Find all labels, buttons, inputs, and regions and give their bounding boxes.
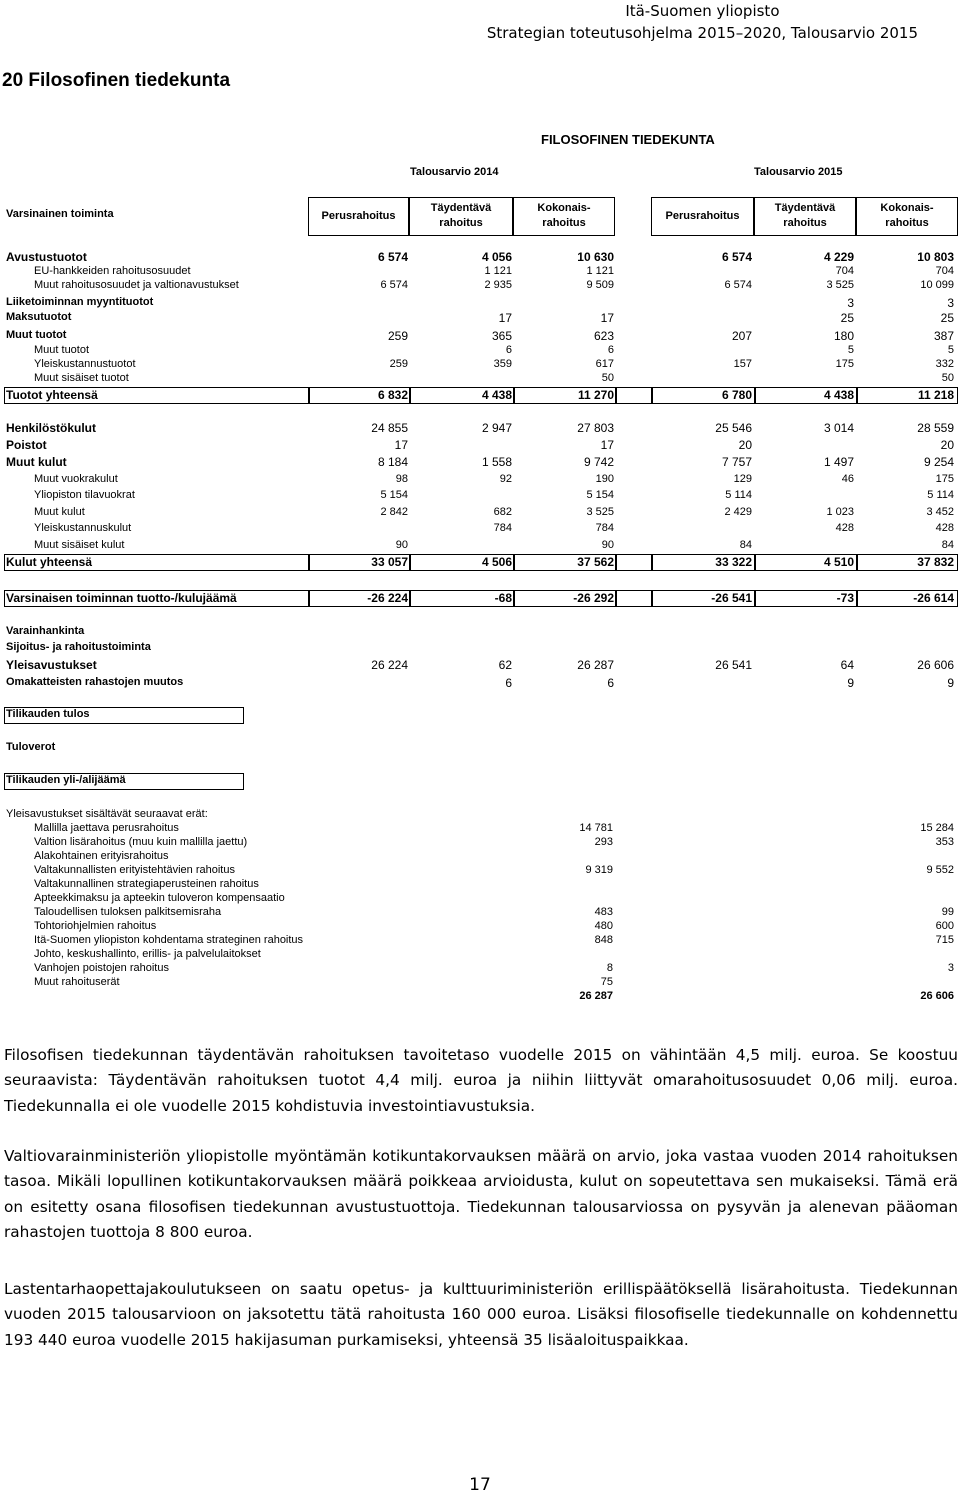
- cell: 5: [847, 344, 854, 356]
- cell: 20: [940, 438, 954, 452]
- cell: -26 614: [913, 591, 954, 605]
- funding-value: 483: [594, 906, 613, 918]
- table-row: [0, 421, 960, 438]
- cell: 2 935: [484, 279, 512, 291]
- cell: 84: [941, 539, 954, 551]
- cell: 784: [493, 522, 512, 534]
- row-label: Sijoitus- ja rahoitustoiminta: [6, 641, 151, 653]
- cell: 90: [601, 539, 614, 551]
- cell: 26 541: [715, 658, 752, 672]
- row-label: Tilikauden yli-/alijäämä: [6, 774, 126, 786]
- cell: 259: [389, 358, 408, 370]
- cell: 25: [940, 311, 954, 325]
- table-row: [0, 625, 960, 642]
- cell: -68: [494, 591, 512, 605]
- cell: 98: [395, 473, 408, 485]
- cell: 90: [395, 539, 408, 551]
- cell: -26 292: [573, 591, 614, 605]
- cell: 9 509: [586, 279, 614, 291]
- table-row: [0, 555, 960, 572]
- row-label: Yleiskustannustuotot: [34, 358, 136, 370]
- cell: 1 497: [823, 455, 854, 469]
- cell: 50: [941, 372, 954, 384]
- funding-value: 9 552: [926, 864, 954, 876]
- row-label: Omakatteisten rahastojen muutos: [6, 676, 184, 688]
- cell: 24 855: [371, 421, 408, 435]
- table-row: [0, 279, 960, 296]
- funding-row: [0, 934, 960, 948]
- cell: 6 780: [721, 388, 752, 402]
- cell: 207: [731, 329, 752, 343]
- funding-label: Taloudellisen tuloksen palkitsemisraha: [34, 906, 222, 918]
- cell: -73: [836, 591, 854, 605]
- cell: 704: [935, 265, 954, 277]
- cell: 704: [835, 265, 854, 277]
- funding-row: [0, 850, 960, 864]
- row-label: Tuotot yhteensä: [6, 388, 98, 402]
- col-header-perus-2014: [308, 197, 409, 236]
- row-label: Poistot: [6, 438, 47, 452]
- col-header-label: Perusrahoitus: [665, 210, 740, 222]
- funding-row: [0, 920, 960, 934]
- cell: 1 023: [826, 506, 854, 518]
- cell: 50: [601, 372, 614, 384]
- cell: 33 322: [715, 555, 752, 569]
- cell: 26 287: [577, 658, 614, 672]
- header-program: Strategian toteutusohjelma 2015–2020, Talousarvio 2015: [486, 24, 918, 42]
- funding-value: 99: [941, 906, 954, 918]
- table-row: [0, 676, 960, 693]
- cell: 5 114: [725, 489, 752, 501]
- row-label: Muut sisäiset tuotot: [34, 372, 129, 384]
- row-label: Yleisavustukset: [6, 658, 97, 672]
- funding-label: Valtion lisärahoitus (muu kuin mallilla jaettu): [34, 836, 248, 848]
- col-header-label: Kokonais-: [880, 202, 934, 214]
- cell: 84: [739, 539, 752, 551]
- cell: 9: [847, 676, 854, 690]
- cell: 17: [600, 311, 614, 325]
- funding-value: 3: [947, 962, 954, 974]
- table-row: [0, 455, 960, 472]
- funding-value: 600: [935, 920, 954, 932]
- table-row: [0, 311, 960, 328]
- row-label: Muut kulut: [34, 506, 85, 518]
- year-header-2014: Talousarvio 2014: [410, 166, 499, 178]
- row-label: Varainhankinta: [6, 625, 85, 637]
- row-label: Avustustuotot: [6, 250, 87, 264]
- col-header-kokonais-2015: [856, 197, 958, 236]
- funding-label: Alakohtainen erityisrahoitus: [34, 850, 169, 862]
- row-label: Kulut yhteensä: [6, 555, 93, 569]
- funding-row: [0, 892, 960, 906]
- cell: 9 254: [923, 455, 954, 469]
- cell: 11 218: [917, 388, 954, 402]
- row-label: Varsinaisen toiminnan tuotto-/kulujäämä: [6, 591, 237, 605]
- cell: 10 803: [917, 250, 954, 264]
- cell: 190: [595, 473, 614, 485]
- funding-row: [0, 962, 960, 976]
- row-label: Muut sisäiset kulut: [34, 539, 125, 551]
- funding-value: 848: [594, 934, 613, 946]
- funding-label: Muut rahoituserät: [34, 976, 120, 988]
- cell: 10 630: [577, 250, 614, 264]
- table-row: [0, 473, 960, 490]
- cell: 4 506: [481, 555, 512, 569]
- col-header-label: rahoitus: [783, 217, 827, 229]
- cell: 1 558: [481, 455, 512, 469]
- table-row: [0, 522, 960, 539]
- paragraph: Valtiovarainministeriön yliopistolle myöntämän kotikuntakorvauksen määrä on arvio, joka vastaa vuoden 2014 rahoituksen tasoa. Mikäli lopullinen kotikuntakorvauksen määrä poikkeaa arvioidusta, kulut on sopeutettava sen mukaiseksi. Tämä erä on esitetty osana filosofisen tiedekunnan avustustuottoja. Tiedekunnan talousarviossa on pysyvän ja alenevan pääoman rahastojen tuottoja 8 800 euroa.: [4, 1147, 958, 1242]
- table-row: [0, 591, 960, 608]
- cell: 10 099: [920, 279, 954, 291]
- table-row: [0, 658, 960, 675]
- cell: 623: [593, 329, 614, 343]
- row-label: Liiketoiminnan myyntituotot: [6, 296, 154, 308]
- row-label: Muut tuotot: [34, 344, 90, 356]
- row-label: Muut kulut: [6, 455, 67, 469]
- cell: 9 742: [583, 455, 614, 469]
- cell: 5 154: [586, 489, 614, 501]
- cell: 332: [935, 358, 954, 370]
- row-label: Maksutuotot: [6, 311, 72, 323]
- funding-row: [0, 906, 960, 920]
- table-row: [0, 489, 960, 506]
- cell: 27 803: [577, 421, 614, 435]
- row-label: Yleiskustannuskulut: [34, 522, 132, 534]
- cell: 175: [935, 473, 954, 485]
- funding-intro: Yleisavustukset sisältävät seuraavat erät:: [6, 808, 208, 820]
- row-label: Muut vuokrakulut: [34, 473, 118, 485]
- cell: 180: [833, 329, 854, 343]
- cell: 26 606: [917, 658, 954, 672]
- col-header-label: Kokonais-: [537, 202, 591, 214]
- page-title: 20 Filosofinen tiedekunta: [2, 70, 231, 91]
- col-header-taydentava-2015: [754, 197, 856, 236]
- cell: -26 541: [711, 591, 752, 605]
- row-label: Muut tuotot: [6, 329, 67, 341]
- row-label: Henkilöstökulut: [6, 421, 97, 435]
- cell: 3 525: [586, 506, 614, 518]
- funding-value: 480: [594, 920, 613, 932]
- funding-label: Vanhojen poistojen rahoitus: [34, 962, 169, 974]
- funding-row: [0, 864, 960, 878]
- cell: 359: [493, 358, 512, 370]
- year-header-2015: Talousarvio 2015: [754, 166, 843, 178]
- funding-row: [0, 878, 960, 892]
- table-row: [0, 641, 960, 658]
- cell: 617: [595, 358, 614, 370]
- cell: 33 057: [371, 555, 408, 569]
- funding-value: 26 606: [920, 990, 954, 1002]
- table-row: [0, 774, 960, 791]
- funding-label: Mallilla jaettava perusrahoitus: [34, 822, 179, 834]
- row-label: EU-hankkeiden rahoitusosuudet: [34, 265, 191, 277]
- funding-row: [0, 976, 960, 990]
- cell: -26 224: [367, 591, 408, 605]
- table-row: [0, 506, 960, 523]
- cell: 2 429: [724, 506, 752, 518]
- cell: 17: [498, 311, 512, 325]
- cell: 2 842: [380, 506, 408, 518]
- cell: 5: [947, 344, 954, 356]
- funding-value: 293: [594, 836, 613, 848]
- cell: 7 757: [721, 455, 752, 469]
- funding-value: 26 287: [579, 990, 613, 1002]
- cell: 17: [394, 438, 408, 452]
- funding-value: 14 781: [579, 822, 613, 834]
- funding-value: 75: [600, 976, 613, 988]
- cell: 62: [498, 658, 512, 672]
- cell: 784: [595, 522, 614, 534]
- cell: 6 832: [377, 388, 408, 402]
- row-label: Tuloverot: [6, 741, 56, 753]
- table-row: [0, 741, 960, 758]
- cell: 25: [840, 311, 854, 325]
- cell: 37 562: [577, 555, 614, 569]
- funding-label: Itä-Suomen yliopiston kohdentama strateginen rahoitus: [34, 934, 304, 946]
- funding-value: 8: [606, 962, 613, 974]
- funding-value: 715: [935, 934, 954, 946]
- cell: 20: [738, 438, 752, 452]
- col-header-taydentava-2014: [409, 197, 513, 236]
- cell: 175: [835, 358, 854, 370]
- cell: 37 832: [917, 555, 954, 569]
- cell: 2 947: [481, 421, 512, 435]
- cell: 3 014: [823, 421, 854, 435]
- table-row: [0, 388, 960, 405]
- table-row: [0, 708, 960, 725]
- funding-row: [0, 990, 960, 1004]
- cell: 11 270: [577, 388, 614, 402]
- col-header-label: rahoitus: [542, 217, 586, 229]
- funding-label: Johto, keskushallinto, erillis- ja palvelulaitokset: [34, 948, 261, 960]
- cell: 26 224: [371, 658, 408, 672]
- col-header-label: Perusrahoitus: [321, 210, 396, 222]
- cell: 6 574: [380, 279, 408, 291]
- col-header-perus-2015: [651, 197, 754, 236]
- cell: 64: [840, 658, 854, 672]
- col-header-kokonais-2014: [513, 197, 615, 236]
- cell: 8 184: [377, 455, 408, 469]
- cell: 5 114: [927, 489, 954, 501]
- col-header-label: rahoitus: [439, 217, 483, 229]
- funding-row: [0, 836, 960, 850]
- section-header: Varsinainen toiminta: [6, 208, 114, 220]
- cell: 1 121: [586, 265, 614, 277]
- col-header-label: Täydentävä: [774, 202, 836, 214]
- paragraph: Lastentarhaopettajakoulutukseen on saatu opetus- ja kulttuuriministeriön erillispäätöksellä lisärahoitusta. Tiedekunnan vuoden 2015 talousarvioon on jaksotettu tätä rahoitusta 160 000 euroa. Lisäksi filosofiselle tiedekunnalle on kohdennettu 193 440 euroa vuodelle 2015 hakijasuman purkamiseksi, yhteensä 35 lisäaloituspaikkaa.: [4, 1280, 958, 1349]
- row-label: Tilikauden tulos: [6, 708, 90, 720]
- cell: 6: [607, 676, 614, 690]
- cell: 259: [387, 329, 408, 343]
- funding-label: Valtakunnallisten erityistehtävien rahoitus: [34, 864, 235, 876]
- cell: 4 510: [823, 555, 854, 569]
- cell: 4 229: [823, 250, 854, 264]
- cell: 3 452: [926, 506, 954, 518]
- cell: 1 121: [484, 265, 512, 277]
- cell: 3 525: [826, 279, 854, 291]
- cell: 6 574: [721, 250, 752, 264]
- table-row: [0, 438, 960, 455]
- funding-label: Valtakunnallinen strategiaperusteinen rahoitus: [34, 878, 259, 890]
- funding-value: 353: [935, 836, 954, 848]
- funding-value: 15 284: [920, 822, 954, 834]
- cell: 9: [947, 676, 954, 690]
- document-header: [487, 0, 918, 44]
- page-number: 17: [469, 1475, 491, 1495]
- table-row: [0, 372, 960, 389]
- cell: 6 574: [724, 279, 752, 291]
- funding-row: [0, 822, 960, 836]
- col-header-label: rahoitus: [885, 217, 929, 229]
- cell: 682: [493, 506, 512, 518]
- cell: 157: [733, 358, 752, 370]
- cell: 92: [499, 473, 512, 485]
- cell: 365: [491, 329, 512, 343]
- col-header-label: Täydentävä: [430, 202, 492, 214]
- cell: 25 546: [715, 421, 752, 435]
- row-label: Muut rahoitusosuudet ja valtionavustukset: [34, 279, 239, 291]
- cell: 129: [733, 473, 752, 485]
- funding-label: Tohtoriohjelmien rahoitus: [34, 920, 157, 932]
- cell: 5 154: [380, 489, 408, 501]
- cell: 17: [600, 438, 614, 452]
- cell: 4 438: [823, 388, 854, 402]
- cell: 3: [847, 296, 854, 310]
- cell: 6: [505, 676, 512, 690]
- cell: 28 559: [917, 421, 954, 435]
- row-label: Yliopiston tilavuokrat: [34, 489, 135, 501]
- cell: 4 438: [481, 388, 512, 402]
- table-row: [0, 539, 960, 556]
- funding-label: Apteekkimaksu ja apteekin tuloveron kompensaatio: [34, 892, 285, 904]
- cell: 428: [835, 522, 854, 534]
- cell: 387: [933, 329, 954, 343]
- paragraph: Filosofisen tiedekunnan täydentävän rahoituksen tavoitetaso vuodelle 2015 on vähintään 4,5 milj. euroa. Se koostuu seuraavista: Täydentävän rahoituksen tuotot 4,4 milj. euroa ja niihin liittyvät omarahoitusosuudet 0,06 milj. euroa. Tiedekunnalla ei ole vuodelle 2015 kohdistuvia investointiavustuksia.: [4, 1046, 958, 1115]
- cell: 4 056: [481, 250, 512, 264]
- table-title: FILOSOFINEN TIEDEKUNTA: [541, 132, 715, 147]
- funding-value: 9 319: [585, 864, 613, 876]
- cell: 6: [505, 344, 512, 356]
- cell: 3: [947, 296, 954, 310]
- cell: 6 574: [377, 250, 408, 264]
- cell: 46: [841, 473, 854, 485]
- header-university: Itä-Suomen yliopisto: [625, 2, 780, 20]
- funding-row: [0, 948, 960, 962]
- cell: 428: [935, 522, 954, 534]
- cell: 6: [607, 344, 614, 356]
